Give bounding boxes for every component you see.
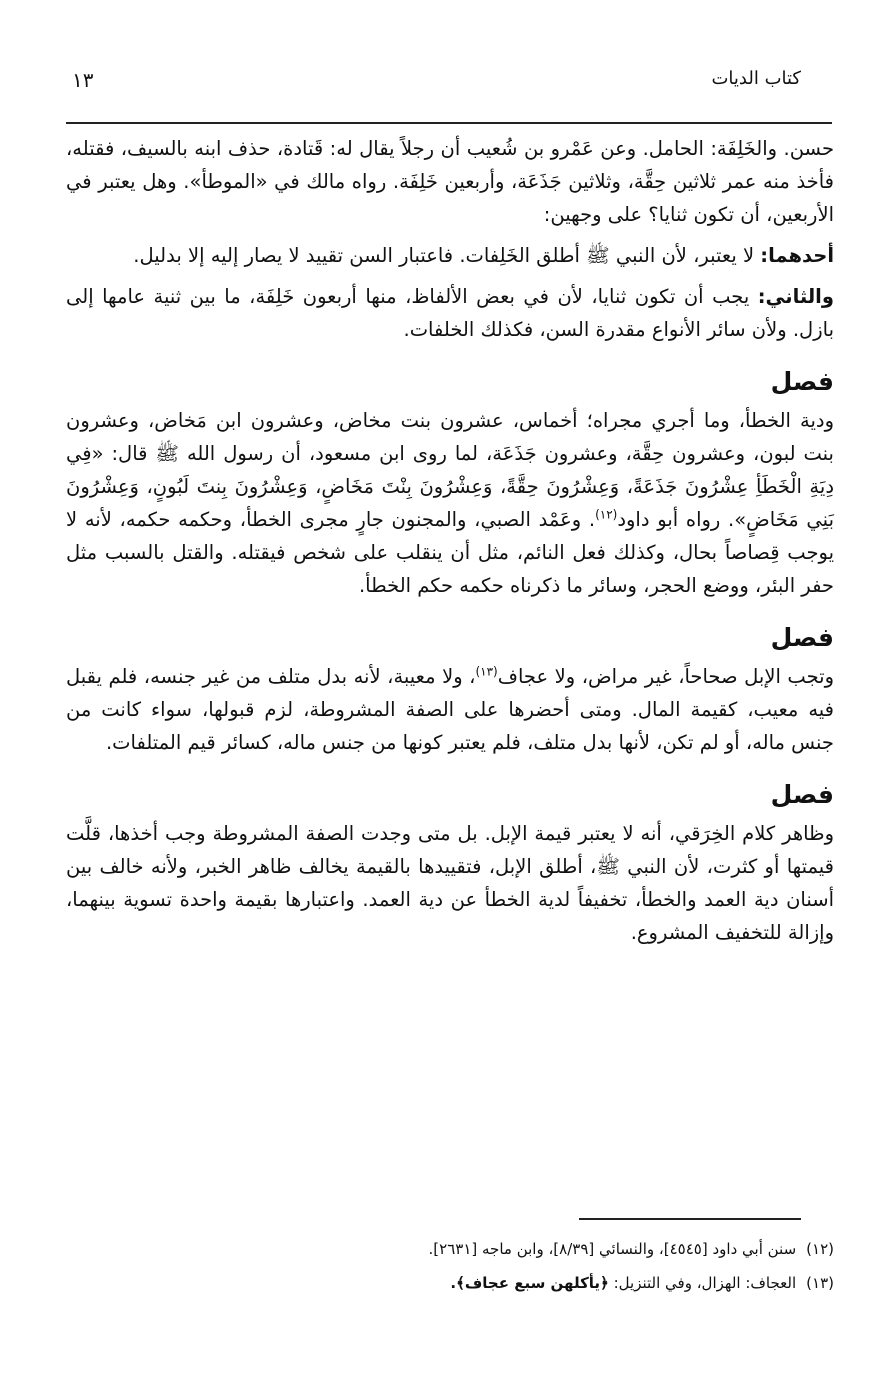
section-heading-3: فصل: [770, 780, 834, 809]
paragraph-second-view: [66, 280, 834, 346]
section-heading-1: فصل: [770, 367, 834, 396]
paragraph-intro: حسن. والخَلِفَة: الحامل. وعن عَمْرو بن شُعيب أن رجلاً يقال له: قَتادة، حذف ابنه بالسيف، فقتله، فأخذ منه عمر ثلاثين حِقَّة، وثلاثين جَذَعَة، وأربعين خَلِفَة. رواه مالك في «الموطأ». وهل يعتبر في الأربعين، أن تكون ثنايا؟ على وجهين:: [66, 137, 834, 226]
paragraph-first-view: [66, 239, 834, 272]
section-2-text-a: وتجب الإبل صحاحاً، غير مراض، ولا عجاف: [497, 665, 834, 688]
section-2-paragraph: [66, 660, 834, 759]
footnote-ref-12[interactable]: (١٢): [595, 507, 618, 522]
section-3-paragraph: وظاهر كلام الخِرَقي، أنه لا يعتبر قيمة الإبل. بل متى وجدت الصفة المشروطة وجب أخذها، قلَّت قيمتها أو كثرت، لأن النبي ﷺ، أطلق الإبل، فتقييدها بالقيمة يخالف ظاهر الخبر، ولأنه خالف بين أسنان دية العمد والخطأ، تخفيفاً لدية الخطأ عن دية العمد. واعتبارها بقيمة واحدة تسوية بينهما، وإزالة للتخفيف المشروع.: [66, 822, 834, 944]
section-heading-2: فصل: [770, 623, 834, 652]
header-rule: [66, 122, 832, 124]
footnote-text: العجاف: الهزال، وفي التنزيل:: [608, 1274, 797, 1292]
footnotes: [66, 1232, 834, 1300]
section-1-text-b: . وعَمْد الصبي، والمجنون جارٍ مجرى الخطأ، وحكمه حكمه، لأنه لا يوجب قِصاصاً بحال، وكذلك فعل النائم، مثل أن ينقلب على شخص فيقتله. والقتل بالسبب مثل حفر البئر، ووضع الحجر، وسائر ما ذكرناه حكمه حكم الخطأ.: [66, 508, 834, 597]
footnote-number: (١٢): [806, 1240, 834, 1258]
footnote-text: سنن أبي داود [٤٥٤٥]، والنسائي [٨/٣٩]، وابن ماجه [٢٦٣١].: [428, 1240, 797, 1258]
footnote-ref-13[interactable]: (١٣): [475, 664, 498, 679]
section-1-text-a: ودية الخطأ، وما أجري مجراه؛ أخماس، عشرون بنت مخاض، وعشرون ابن مَخاض، وعشرون بنت لبون، وعشرون حِقَّة، وعشرون جَذَعَة، لما روى ابن مسعود، أن رسول الله ﷺ قال: «فِي دِيَةِ الْخَطَأِ عِشْرُونَ جَذَعَةً، وَعِشْرُونَ حِقَّةً، وَعِشْرُونَ بِنْتَ مَخَاضٍ، وَعِشْرُونَ بِنتَ لَبُونٍ، وَعِشْرُونَ بَنِي مَخَاضٍ». رواه أبو داود: [66, 409, 834, 531]
first-view-lead: أحدهما:: [760, 244, 834, 267]
running-head: [72, 68, 801, 102]
footnote-rule: [579, 1218, 801, 1220]
quran-quote: ﴿يأكلهن سبع عجاف﴾.: [450, 1274, 609, 1292]
footnote-12: [66, 1232, 834, 1266]
chapter-title: كتاب الديات: [711, 68, 801, 89]
second-view-lead: والثاني:: [757, 285, 834, 308]
second-view-text: يجب أن تكون ثنايا، لأن في بعض الألفاظ، منها أربعون خَلِفَة، ما بين ثنية عامها إلى بازل. ولأن سائر الأنواع مقدرة السن، فكذلك الخلفات.: [66, 285, 834, 341]
section-1-paragraph: [66, 404, 834, 602]
section-2-text-b: ، ولا معيبة، لأنه بدل متلف من غير جنسه، فلم يقبل فيه معيب، كقيمة المال. ومتى أحضرها على الصفة المشروطة، لزم قبولها، سواء كانت من جنس ماله، أو لم تكن، لأنها بدل متلف، فلم يعتبر كونها من جنس ماله، كسائر قيم المتلفات.: [66, 665, 834, 754]
footnote-13: [66, 1266, 834, 1300]
footnote-number: (١٣): [806, 1274, 834, 1292]
page-number: ١٣: [72, 68, 94, 92]
main-text: [66, 132, 834, 965]
first-view-text: لا يعتبر، لأن النبي ﷺ أطلق الخَلِفات. فاعتبار السن تقييد لا يصار إليه إلا بدليل.: [133, 244, 761, 267]
